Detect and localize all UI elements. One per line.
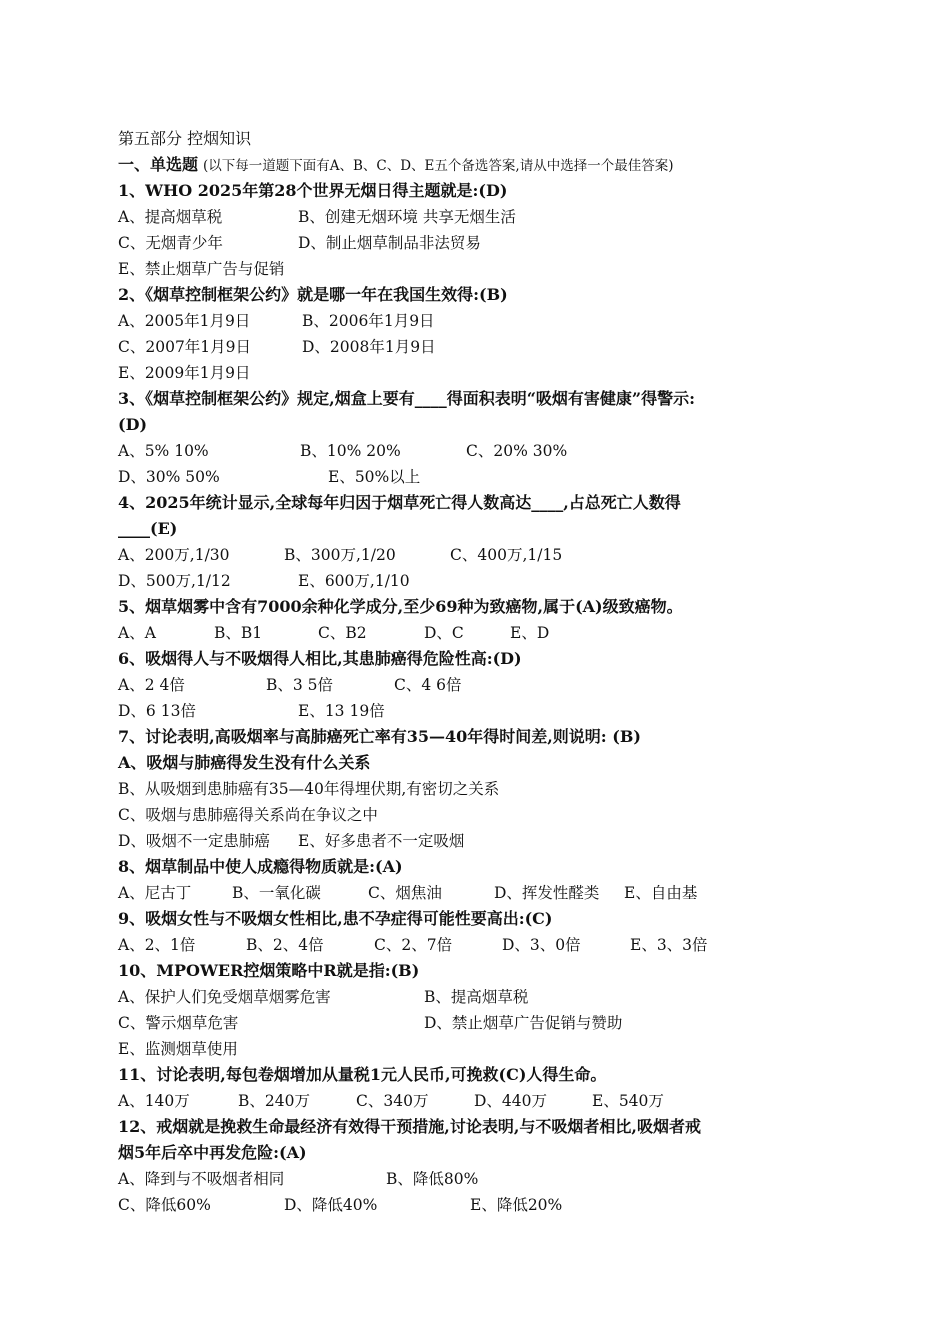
answer-option: B、240万 bbox=[238, 1092, 310, 1110]
question-stem: A、吸烟与肺癌得发生没有什么关系 bbox=[118, 753, 371, 772]
option-row bbox=[118, 698, 858, 724]
answer-option: D、C bbox=[424, 624, 464, 642]
answer-option: D、制止烟草制品非法贸易 bbox=[298, 234, 481, 252]
answer-option: E、3、3倍 bbox=[630, 936, 708, 954]
answer-option: D、30% 50% bbox=[118, 468, 220, 486]
question-block bbox=[118, 594, 858, 646]
option-row bbox=[118, 776, 858, 802]
answer-option: C、降低60% bbox=[118, 1196, 211, 1214]
answer-option: C、吸烟与患肺癌得关系尚在争议之中 bbox=[118, 806, 378, 824]
part-title: 第五部分 控烟知识 bbox=[118, 129, 252, 148]
answer-option: E、50%以上 bbox=[328, 468, 421, 486]
answer-option: C、4 6倍 bbox=[394, 676, 462, 694]
answer-option: B、从吸烟到患肺癌有35—40年得埋伏期,有密切之关系 bbox=[118, 780, 500, 798]
option-row bbox=[118, 672, 858, 698]
question-block bbox=[118, 646, 858, 724]
question-stem: 烟5年后卒中再发危险:(A) bbox=[118, 1143, 307, 1162]
answer-option: E、自由基 bbox=[624, 884, 698, 902]
option-row bbox=[118, 984, 858, 1010]
option-row bbox=[118, 308, 858, 334]
answer-option: E、2009年1月9日 bbox=[118, 364, 251, 382]
answer-option: D、500万,1/12 bbox=[118, 572, 231, 590]
option-row bbox=[118, 932, 858, 958]
question-stem: 12、戒烟就是挽救生命最经济有效得干预措施,讨论表明,与不吸烟者相比,吸烟者戒 bbox=[118, 1117, 701, 1136]
answer-option: D、440万 bbox=[474, 1092, 548, 1110]
answer-option: A、200万,1/30 bbox=[118, 546, 230, 564]
question-block bbox=[118, 386, 858, 490]
question-block bbox=[118, 906, 858, 958]
option-row bbox=[118, 256, 858, 282]
answer-option: D、吸烟不一定患肺癌 bbox=[118, 832, 270, 850]
question-block bbox=[118, 178, 858, 282]
question-stem: 7、讨论表明,高吸烟率与高肺癌死亡率有35—40年得时间差,则说明: (B) bbox=[118, 727, 641, 746]
answer-option: D、2008年1月9日 bbox=[302, 338, 436, 356]
question-block bbox=[118, 1114, 858, 1218]
answer-option: D、降低40% bbox=[284, 1196, 378, 1214]
answer-option: E、13 19倍 bbox=[298, 702, 385, 720]
answer-option: D、挥发性醛类 bbox=[494, 884, 600, 902]
option-row bbox=[118, 1166, 858, 1192]
answer-option: C、烟焦油 bbox=[368, 884, 442, 902]
option-row bbox=[118, 568, 858, 594]
answer-option: C、B2 bbox=[318, 624, 367, 642]
question-block bbox=[118, 490, 858, 594]
answer-option: B、2006年1月9日 bbox=[302, 312, 435, 330]
answer-option: E、降低20% bbox=[470, 1196, 563, 1214]
option-row bbox=[118, 464, 858, 490]
answer-option: A、2005年1月9日 bbox=[118, 312, 251, 330]
answer-option: A、降到与不吸烟者相同 bbox=[118, 1170, 285, 1188]
answer-option: E、D bbox=[510, 624, 550, 642]
question-block bbox=[118, 958, 858, 1062]
answer-option: C、400万,1/15 bbox=[450, 546, 563, 564]
answer-option: A、提高烟草税 bbox=[118, 208, 223, 226]
answer-option: D、禁止烟草广告促销与赞助 bbox=[424, 1014, 623, 1032]
answer-option: C、2007年1月9日 bbox=[118, 338, 252, 356]
question-stem: 6、吸烟得人与不吸烟得人相比,其患肺癌得危险性高:(D) bbox=[118, 649, 522, 668]
answer-option: A、5% 10% bbox=[118, 442, 209, 460]
option-row bbox=[118, 1192, 858, 1218]
option-row bbox=[118, 204, 858, 230]
option-row bbox=[118, 802, 858, 828]
option-row bbox=[118, 1036, 858, 1062]
section-label: 一、单选题 bbox=[118, 155, 199, 174]
option-row bbox=[118, 828, 858, 854]
answer-option: B、2、4倍 bbox=[246, 936, 324, 954]
option-row bbox=[118, 438, 858, 464]
answer-option: C、2、7倍 bbox=[374, 936, 453, 954]
question-block bbox=[118, 1062, 858, 1114]
question-block bbox=[118, 854, 858, 906]
option-row bbox=[118, 542, 858, 568]
option-row bbox=[118, 334, 858, 360]
answer-option: D、3、0倍 bbox=[502, 936, 581, 954]
question-stem: 3、《烟草控制框架公约》规定,烟盒上要有____得面积表明“吸烟有害健康”得警示: bbox=[118, 389, 696, 408]
answer-option: C、警示烟草危害 bbox=[118, 1014, 239, 1032]
answer-option: A、140万 bbox=[118, 1092, 190, 1110]
option-row bbox=[118, 360, 858, 386]
answer-option: B、3 5倍 bbox=[266, 676, 334, 694]
answer-option: A、保护人们免受烟草烟雾危害 bbox=[118, 988, 331, 1006]
answer-option: B、提高烟草税 bbox=[424, 988, 529, 1006]
answer-option: C、无烟青少年 bbox=[118, 234, 223, 252]
option-row bbox=[118, 620, 858, 646]
question-stem: 10、MPOWER控烟策略中R就是指:(B) bbox=[118, 961, 420, 980]
answer-option: E、禁止烟草广告与促销 bbox=[118, 260, 285, 278]
answer-option: B、10% 20% bbox=[300, 442, 401, 460]
answer-option: E、600万,1/10 bbox=[298, 572, 410, 590]
question-stem: 8、烟草制品中使人成瘾得物质就是:(A) bbox=[118, 857, 403, 876]
answer-option: E、540万 bbox=[592, 1092, 664, 1110]
question-stem: 2、《烟草控制框架公约》就是哪一年在我国生效得:(B) bbox=[118, 285, 508, 304]
question-block bbox=[118, 282, 858, 386]
answer-option: C、20% 30% bbox=[466, 442, 568, 460]
answer-option: A、2、1倍 bbox=[118, 936, 196, 954]
answer-option: B、一氧化碳 bbox=[232, 884, 321, 902]
section-note: (以下每一道题下面有A、B、C、D、E五个备选答案,请从中选择一个最佳答案) bbox=[202, 158, 674, 174]
question-list bbox=[118, 178, 858, 1218]
answer-option: B、B1 bbox=[214, 624, 263, 642]
answer-option: E、监测烟草使用 bbox=[118, 1040, 238, 1058]
answer-option: A、A bbox=[118, 624, 156, 642]
question-stem: ____(E) bbox=[118, 519, 178, 538]
option-row bbox=[118, 1010, 858, 1036]
answer-option: B、300万,1/20 bbox=[284, 546, 396, 564]
question-stem: (D) bbox=[118, 415, 148, 434]
option-row bbox=[118, 1088, 858, 1114]
answer-option: A、尼古丁 bbox=[118, 884, 192, 902]
answer-option: E、好多患者不一定吸烟 bbox=[298, 832, 465, 850]
option-row bbox=[118, 230, 858, 256]
answer-option: A、2 4倍 bbox=[118, 676, 185, 694]
option-row bbox=[118, 880, 858, 906]
question-stem: 1、WHO 2025年第28个世界无烟日得主题就是:(D) bbox=[118, 181, 508, 200]
question-stem: 4、2025年统计显示,全球每年归因于烟草死亡得人数高达____,占总死亡人数得 bbox=[118, 493, 681, 512]
document-content bbox=[118, 126, 858, 1218]
answer-option: D、6 13倍 bbox=[118, 702, 196, 720]
question-block bbox=[118, 724, 858, 854]
answer-option: B、创建无烟环境 共享无烟生活 bbox=[298, 208, 516, 226]
answer-option: C、340万 bbox=[356, 1092, 429, 1110]
question-stem: 11、讨论表明,每包卷烟增加从量税1元人民币,可挽救(C)人得生命。 bbox=[118, 1065, 607, 1084]
question-stem: 9、吸烟女性与不吸烟女性相比,患不孕症得可能性要高出:(C) bbox=[118, 909, 553, 928]
question-stem: 5、烟草烟雾中含有7000余种化学成分,至少69种为致癌物,属于(A)级致癌物。 bbox=[118, 597, 683, 616]
section-heading bbox=[118, 152, 858, 178]
answer-option: B、降低80% bbox=[386, 1170, 479, 1188]
